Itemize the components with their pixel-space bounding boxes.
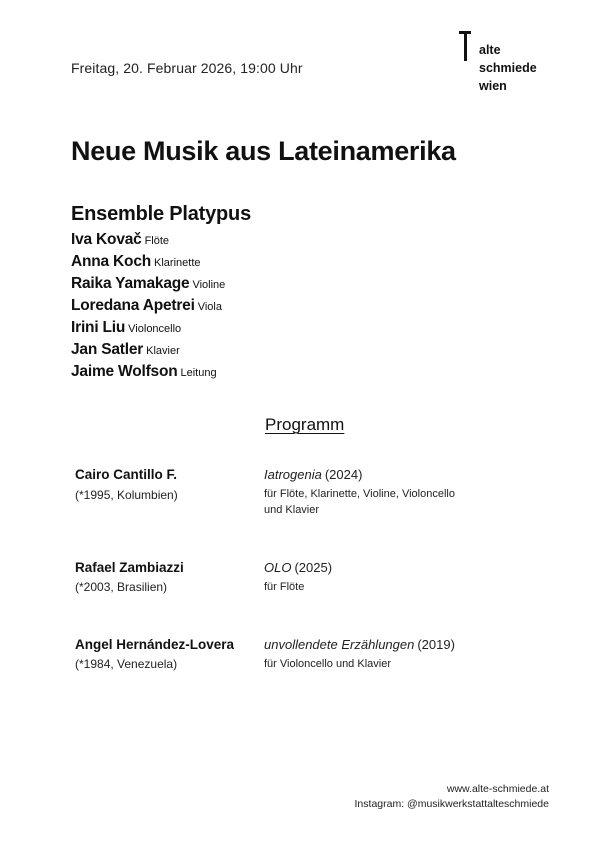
member-instrument: Violine	[192, 279, 226, 291]
instagram-handle[interactable]: Instagram: @musikwerkstattalteschmiede	[354, 798, 549, 810]
member-name: Anna Koch	[71, 253, 152, 270]
work-line	[264, 467, 362, 482]
work-title: OLO	[264, 560, 292, 575]
logo-line-1: alte	[479, 43, 501, 57]
work-line	[264, 560, 332, 575]
member-name: Jan Satler	[71, 341, 144, 358]
work-scoring: für Flöte	[264, 581, 305, 593]
ensemble-member	[71, 363, 217, 381]
work-year: (2025)	[294, 560, 333, 575]
member-instrument: Leitung	[180, 367, 217, 379]
concert-title: Neue Musik aus Lateinamerika	[71, 136, 456, 166]
ensemble-member	[71, 341, 180, 359]
programme-heading: Programm	[265, 415, 345, 434]
ensemble-member	[71, 275, 225, 293]
ensemble-member	[71, 231, 169, 249]
member-instrument: Klavier	[146, 345, 180, 357]
website-link[interactable]: www.alte-schmiede.at	[446, 783, 549, 795]
composer-origin: (*2003, Brasilien)	[75, 580, 168, 594]
work-title: unvollendete Erzählungen	[264, 637, 415, 652]
member-name: Loredana Apetrei	[71, 297, 195, 314]
ensemble-name: Ensemble Platypus	[71, 203, 251, 225]
member-instrument: Klarinette	[154, 257, 201, 269]
member-name: Raika Yamakage	[71, 275, 190, 292]
composer-origin: (*1995, Kolumbien)	[75, 488, 178, 502]
work-line	[264, 637, 455, 652]
logo-line-3: wien	[479, 79, 507, 93]
ensemble-member	[71, 253, 201, 271]
member-name: Irini Liu	[71, 319, 126, 336]
event-date: Freitag, 20. Februar 2026, 19:00 Uhr	[71, 60, 303, 76]
alte-schmiede-logo	[457, 31, 567, 101]
work-title: Iatrogenia	[264, 467, 322, 482]
composer-name: Angel Hernández-Lovera	[75, 637, 235, 652]
work-year: (2019)	[417, 637, 455, 652]
logo-t-mark-icon	[459, 31, 471, 61]
member-instrument: Flöte	[144, 235, 170, 247]
composer-name: Cairo Cantillo F.	[75, 467, 178, 482]
member-name: Jaime Wolfson	[71, 363, 178, 380]
member-instrument: Viola	[197, 301, 222, 313]
ensemble-member	[71, 319, 181, 337]
logo-line-2: schmiede	[479, 61, 537, 75]
ensemble-member	[71, 297, 222, 315]
work-scoring: für Violoncello und Klavier	[264, 658, 391, 670]
member-instrument: Violoncello	[128, 323, 182, 335]
composer-origin: (*1984, Venezuela)	[75, 657, 178, 671]
work-year: (2024)	[324, 467, 363, 482]
composer-name: Rafael Zambiazzi	[75, 560, 184, 575]
work-scoring: für Flöte, Klarinette, Violine, Violoncello und Klavier	[264, 488, 455, 516]
member-name: Iva Kovač	[71, 231, 142, 248]
